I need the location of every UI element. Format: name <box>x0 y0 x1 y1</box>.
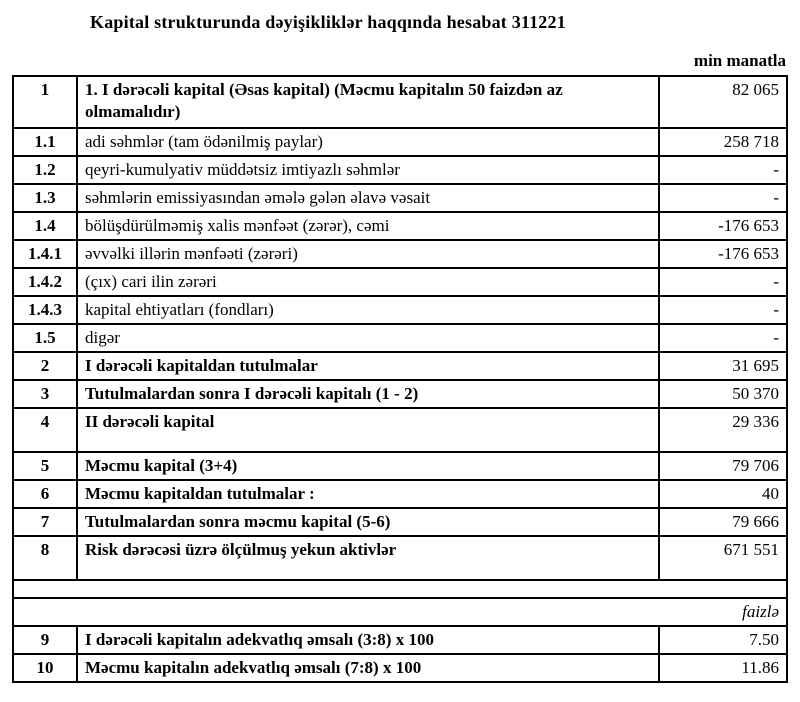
table-row <box>13 296 787 324</box>
table-row <box>13 324 787 352</box>
row-description-cell: Məcmu kapitalın adekvatlıq əmsalı (7:8) x 100 <box>77 654 659 682</box>
row-value-cell: 31 695 <box>659 352 787 380</box>
table-row <box>13 76 787 128</box>
row-value-cell: 82 065 <box>659 76 787 128</box>
row-description-cell: 1. I dərəcəli kapital (Əsas kapital) (Məcmu kapitalın 50 faizdən az olmamalıdır) <box>77 76 659 128</box>
row-description-cell: (çıx) cari ilin zərəri <box>77 268 659 296</box>
row-number-cell: 1.4 <box>13 212 77 240</box>
row-value-cell: - <box>659 156 787 184</box>
row-value-cell: 11.86 <box>659 654 787 682</box>
table-row <box>13 536 787 580</box>
row-description-cell: I dərəcəli kapitaldan tutulmalar <box>77 352 659 380</box>
table-row <box>13 352 787 380</box>
capital-structure-table <box>12 75 788 683</box>
row-number-cell: 1.2 <box>13 156 77 184</box>
row-number-cell: 1.4.2 <box>13 268 77 296</box>
row-description-cell: Tutulmalardan sonra I dərəcəli kapitalı (1 - 2) <box>77 380 659 408</box>
unit-label: min manatla <box>693 51 786 70</box>
row-description-cell: adi səhmlər (tam ödənilmiş paylar) <box>77 128 659 156</box>
row-description-cell: Məcmu kapital (3+4) <box>77 452 659 480</box>
row-number-cell: 3 <box>13 380 77 408</box>
report-title: Kapital strukturunda dəyişikliklər haqqında hesabat 311221 <box>90 12 566 32</box>
row-value-cell: 29 336 <box>659 408 787 452</box>
row-value-cell: 671 551 <box>659 536 787 580</box>
row-value-cell: 40 <box>659 480 787 508</box>
table-row <box>13 380 787 408</box>
row-number-cell: 1.1 <box>13 128 77 156</box>
row-value-cell: -176 653 <box>659 212 787 240</box>
row-value-cell: - <box>659 268 787 296</box>
row-number-cell: 1 <box>13 76 77 128</box>
row-description-cell: I dərəcəli kapitalın adekvatlıq əmsalı (3:8) x 100 <box>77 626 659 654</box>
spacer-cell <box>13 580 787 598</box>
table-row <box>13 408 787 452</box>
row-number-cell: 1.4.1 <box>13 240 77 268</box>
percent-label-cell: faizlə <box>13 598 787 626</box>
table-row <box>13 626 787 654</box>
row-description-cell: kapital ehtiyatları (fondları) <box>77 296 659 324</box>
table-row <box>13 480 787 508</box>
row-value-cell: 50 370 <box>659 380 787 408</box>
table-row <box>13 508 787 536</box>
report-table-body <box>13 76 787 682</box>
table-row <box>13 212 787 240</box>
row-value-cell: 79 666 <box>659 508 787 536</box>
row-description-cell: qeyri-kumulyativ müddətsiz imtiyazlı səhmlər <box>77 156 659 184</box>
row-number-cell: 5 <box>13 452 77 480</box>
row-number-cell: 1.4.3 <box>13 296 77 324</box>
row-description-cell: digər <box>77 324 659 352</box>
row-number-cell: 6 <box>13 480 77 508</box>
row-value-cell: -176 653 <box>659 240 787 268</box>
table-row <box>13 452 787 480</box>
row-value-cell: - <box>659 296 787 324</box>
spacer-row <box>13 580 787 598</box>
row-description-cell: II dərəcəli kapital <box>77 408 659 452</box>
row-description-cell: Məcmu kapitaldan tutulmalar : <box>77 480 659 508</box>
table-row <box>13 268 787 296</box>
row-number-cell: 8 <box>13 536 77 580</box>
row-value-cell: 79 706 <box>659 452 787 480</box>
row-number-cell: 7 <box>13 508 77 536</box>
row-value-cell: - <box>659 324 787 352</box>
row-number-cell: 2 <box>13 352 77 380</box>
row-value-cell: 7.50 <box>659 626 787 654</box>
row-description-cell: səhmlərin emissiyasından əmələ gələn əlavə vəsait <box>77 184 659 212</box>
row-description-cell: Risk dərəcəsi üzrə ölçülmuş yekun aktivlər <box>77 536 659 580</box>
table-row <box>13 128 787 156</box>
table-row <box>13 184 787 212</box>
table-row <box>13 654 787 682</box>
row-description-cell: Tutulmalardan sonra məcmu kapital (5-6) <box>77 508 659 536</box>
row-number-cell: 9 <box>13 626 77 654</box>
row-description-cell: əvvəlki illərin mənfəəti (zərəri) <box>77 240 659 268</box>
row-value-cell: - <box>659 184 787 212</box>
row-value-cell: 258 718 <box>659 128 787 156</box>
table-row <box>13 240 787 268</box>
percent-label-row <box>13 598 787 626</box>
table-row <box>13 156 787 184</box>
row-number-cell: 1.5 <box>13 324 77 352</box>
row-description-cell: bölüşdürülməmiş xalis mənfəət (zərər), cəmi <box>77 212 659 240</box>
row-number-cell: 1.3 <box>13 184 77 212</box>
row-number-cell: 10 <box>13 654 77 682</box>
row-number-cell: 4 <box>13 408 77 452</box>
